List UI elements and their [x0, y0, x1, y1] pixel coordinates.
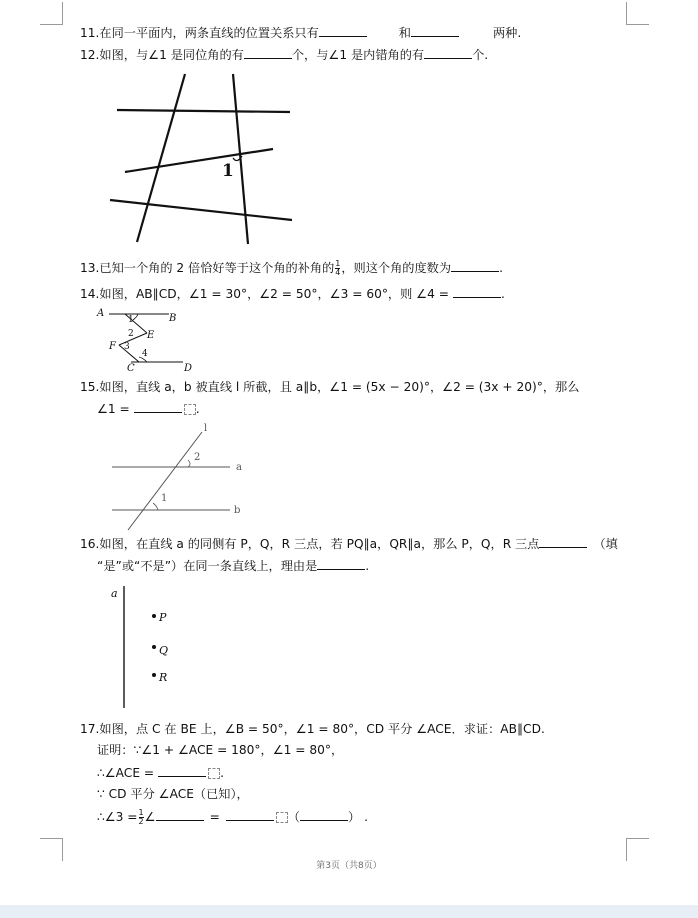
q14-figure — [95, 305, 205, 373]
q12-line-middle — [125, 149, 273, 172]
q17-proof-line-3: ∵ CD 平分 ∠ACE（已知）， — [97, 787, 249, 801]
q14-angle-3: 3 — [124, 342, 130, 352]
question-14 — [80, 285, 505, 302]
placeholder-icon — [208, 768, 220, 779]
q14-label-B: B — [169, 313, 177, 324]
q16-blank-2[interactable] — [317, 557, 365, 570]
q16-text-b: （填 — [593, 537, 618, 551]
q11-text-b: 和 — [398, 26, 411, 40]
q15-label-b: b — [234, 505, 241, 516]
q17-number: 17. — [80, 722, 100, 736]
q11-blank-2[interactable] — [411, 24, 459, 37]
question-17 — [80, 721, 545, 737]
q17-proof-line-1: 证明：∵∠1 + ∠ACE = 180°，∠1 = 80°， — [97, 743, 344, 757]
question-15-line-2 — [97, 400, 200, 417]
q14-number: 14. — [80, 287, 100, 301]
q12-angle-label: 1 — [222, 161, 234, 181]
q16-blank-1[interactable] — [539, 535, 587, 548]
q16-text-d: . — [365, 559, 370, 573]
q12-line-top — [117, 110, 290, 112]
q14-angle-4: 4 — [142, 349, 148, 359]
q11-text-a: 在同一平面内，两条直线的位置关系只有 — [99, 26, 319, 40]
q12-line-left-slant — [137, 74, 185, 242]
q15-label-a: a — [236, 462, 242, 473]
corner-mark-top-right — [626, 2, 649, 25]
q15-angle-1: 1 — [161, 493, 168, 504]
q16-point-P — [152, 614, 156, 618]
q16-label-Q: Q — [159, 644, 169, 657]
q15-line-l — [128, 432, 202, 530]
q13-text-c: . — [499, 261, 503, 275]
q12-number: 12. — [80, 48, 100, 62]
question-15-line-1 — [80, 379, 579, 395]
q16-point-R — [152, 673, 156, 677]
question-16-line-1 — [80, 535, 618, 552]
q15-angle-2: 2 — [194, 452, 201, 463]
q11-number: 11. — [80, 26, 100, 40]
placeholder-icon — [276, 812, 288, 823]
q15-blank[interactable] — [134, 400, 182, 413]
q12-text-c: 个. — [472, 48, 489, 62]
question-11 — [80, 24, 521, 41]
q17-text: 如图，点 C 在 BE 上，∠B = 50°，∠1 = 80°，CD 平分 ∠ACE．求证：AB∥CD. — [99, 722, 545, 736]
q16-label-a: a — [111, 587, 118, 600]
q15-text-c: . — [195, 402, 200, 416]
q15-label-l: l — [204, 423, 208, 434]
q16-text-c: “是”或“不是”）在同一条直线上，理由是 — [97, 559, 318, 573]
question-13 — [80, 259, 503, 277]
question-12 — [80, 46, 488, 63]
q15-text-b: ∠1 = — [97, 402, 130, 416]
q13-text-a: 已知一个角的 2 倍恰好等于这个角的补角的 — [99, 261, 335, 275]
viewer-bottom-bar — [0, 905, 698, 918]
q12-blank-2[interactable] — [424, 46, 472, 59]
q14-angle-2: 2 — [128, 329, 134, 339]
q17-proof-line-2: ∴∠ACE = . — [97, 766, 224, 780]
q12-text-b: 个，与∠1 是内错角的有 — [291, 48, 425, 62]
q16-label-P: P — [159, 611, 167, 624]
q15-figure — [108, 420, 258, 532]
q16-figure — [105, 582, 185, 712]
q16-point-Q — [152, 645, 156, 649]
q14-text: 如图，AB∥CD，∠1 = 30°，∠2 = 50°，∠3 = 60°，则 ∠4 = — [99, 287, 449, 301]
corner-mark-top-left — [40, 2, 63, 25]
q14-label-C: C — [127, 363, 135, 373]
q14-label-D: D — [184, 363, 193, 373]
question-16-line-2 — [97, 557, 369, 574]
q17-blank-ace[interactable] — [158, 764, 206, 777]
q13-number: 13. — [80, 261, 100, 275]
q12-blank-1[interactable] — [244, 46, 292, 59]
page-footer: 第3页（共8页） — [316, 861, 382, 871]
q16-text-a: 如图，在直线 a 的同侧有 P，Q，R 三点，若 PQ∥a，QR∥a，那么 P，Q，R 三点 — [99, 537, 540, 551]
q15-number: 15. — [80, 380, 100, 394]
q16-label-R: R — [159, 671, 168, 684]
q13-fraction: $\frac{1}{4}$ — [335, 259, 341, 277]
q12-line-bottom — [110, 200, 292, 220]
q14-label-A: A — [97, 308, 105, 319]
q15-text-a: 如图，直线 a，b 被直线 l 所截，且 a∥b，∠1 = (5x − 20)°，∠2 = (3x + 20)°，那么 — [99, 380, 580, 394]
q17-blank-1[interactable] — [156, 808, 204, 821]
q17-proof-line-4: ∴∠3 = $\frac{1}{2}$ ∠ = （ ） . — [97, 808, 369, 826]
q14-blank[interactable] — [453, 285, 501, 298]
q14-angle-1: 1 — [128, 315, 134, 325]
placeholder-icon — [184, 404, 196, 415]
q16-number: 16. — [80, 537, 100, 551]
q17-fraction: $\frac{1}{2}$ — [138, 808, 144, 826]
q11-text-c: 两种. — [492, 26, 522, 40]
q12-text-a: 如图，与∠1 是同位角的有 — [99, 48, 244, 62]
q14-end: . — [500, 287, 505, 301]
q13-blank[interactable] — [451, 259, 499, 272]
q11-blank-1[interactable] — [319, 24, 367, 37]
q13-text-b: ，则这个角的度数为 — [341, 261, 452, 275]
q17-blank-2[interactable] — [226, 808, 274, 821]
q12-figure — [105, 72, 295, 250]
q17-blank-reason[interactable] — [300, 808, 348, 821]
q14-label-F: F — [109, 341, 116, 352]
q14-label-E: E — [147, 330, 155, 341]
